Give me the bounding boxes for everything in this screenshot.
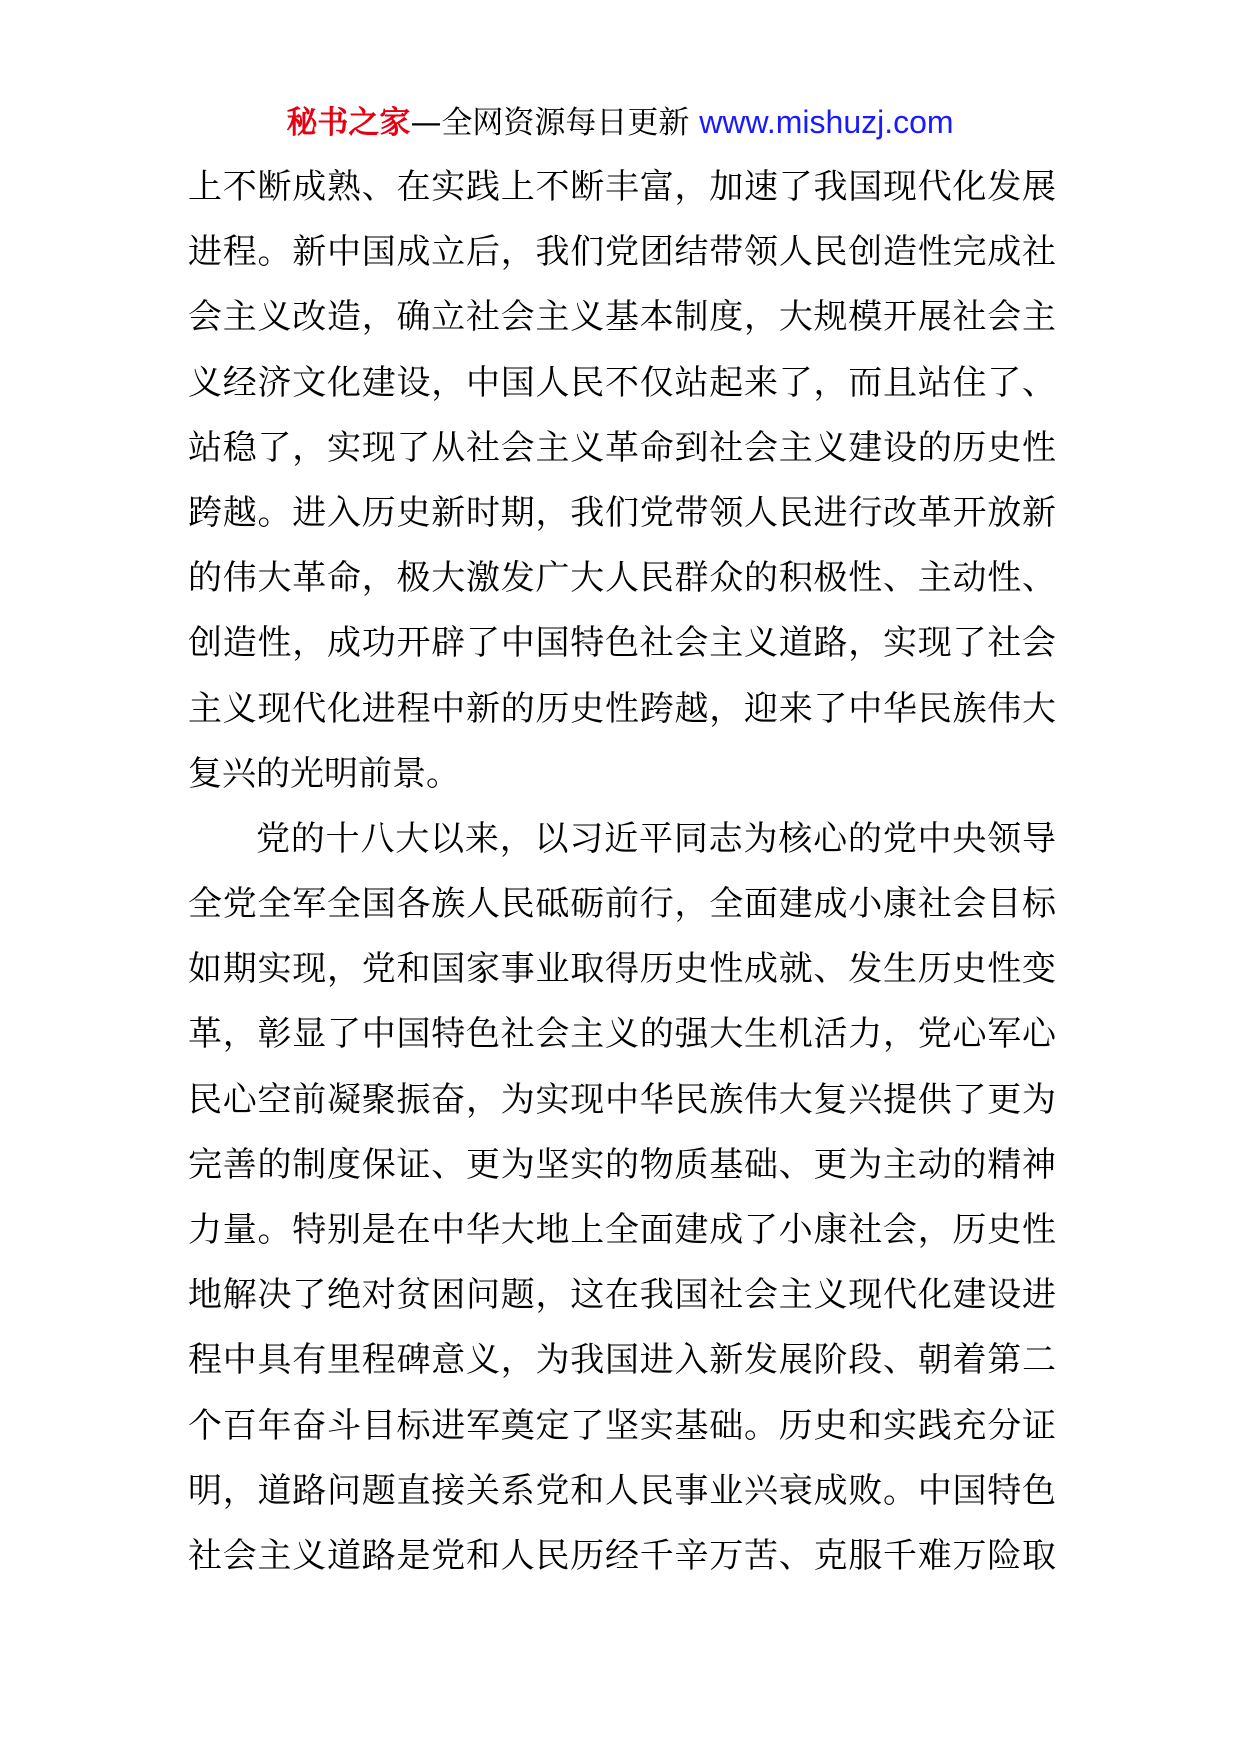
text-line: 社会主义道路是党和人民历经千辛万苦、克服千难万险取 [188, 1535, 1056, 1576]
text-line: 义经济文化建设，中国人民不仅站起来了，而且站住了、 [188, 362, 1056, 403]
text-line: 会主义改造，确立社会主义基本制度，大规模开展社会主 [188, 297, 1056, 338]
brand-name: 秘书之家 [286, 105, 411, 141]
paragraph-2 [188, 807, 1056, 1589]
text-line: 个百年奋斗目标进军奠定了坚实基础。历史和实践充分证 [188, 1405, 1056, 1446]
text-line: 创造性，成功开辟了中国特色社会主义道路，实现了社会 [188, 623, 1056, 664]
document-body [188, 155, 1056, 1589]
text-line: 跨越。进入历史新时期，我们党带领人民进行改革开放新 [188, 492, 1056, 533]
text-line: 程中具有里程碑意义，为我国进入新发展阶段、朝着第二 [188, 1340, 1056, 1381]
text-line: 力量。特别是在中华大地上全面建成了小康社会，历史性 [188, 1210, 1056, 1250]
text-line: 明，道路问题直接关系党和人民事业兴衰成败。中国特色 [188, 1470, 1056, 1511]
text-line: 主义现代化进程中新的历史性跨越，迎来了中华民族伟大 [188, 688, 1056, 729]
text-line: 全党全军全国各族人民砥砺前行，全面建成小康社会目标 [188, 884, 1056, 925]
text-line: 完善的制度保证、更为坚实的物质基础、更为主动的精神 [188, 1144, 1056, 1185]
text-line: 党的十八大以来，以习近平同志为核心的党中央领导 [256, 818, 1056, 859]
header-tagline: —全网资源每日更新 [410, 105, 690, 141]
text-line: 上不断成熟、在实践上不断丰富，加速了我国现代化发展 [188, 167, 1056, 207]
text-line: 如期实现，党和国家事业取得历史性成就、发生历史性变 [188, 949, 1056, 990]
text-line: 进程。新中国成立后，我们党团结带领人民创造性完成社 [188, 232, 1056, 273]
text-line: 革，彰显了中国特色社会主义的强大生机活力，党心军心 [188, 1014, 1056, 1055]
text-line: 地解决了绝对贫困问题，这在我国社会主义现代化建设进 [188, 1275, 1056, 1316]
text-line: 民心空前凝聚振奋，为实现中华民族伟大复兴提供了更为 [188, 1079, 1056, 1120]
page-header [0, 100, 1240, 145]
text-line: 复兴的光明前景。 [188, 753, 460, 794]
text-line: 站稳了，实现了从社会主义革命到社会主义建设的历史性 [188, 427, 1056, 468]
website-url[interactable]: www.mishuzj.com [699, 104, 954, 140]
text-line: 的伟大革命，极大激发广大人民群众的积极性、主动性、 [188, 558, 1056, 599]
paragraph-1 [188, 155, 1056, 807]
